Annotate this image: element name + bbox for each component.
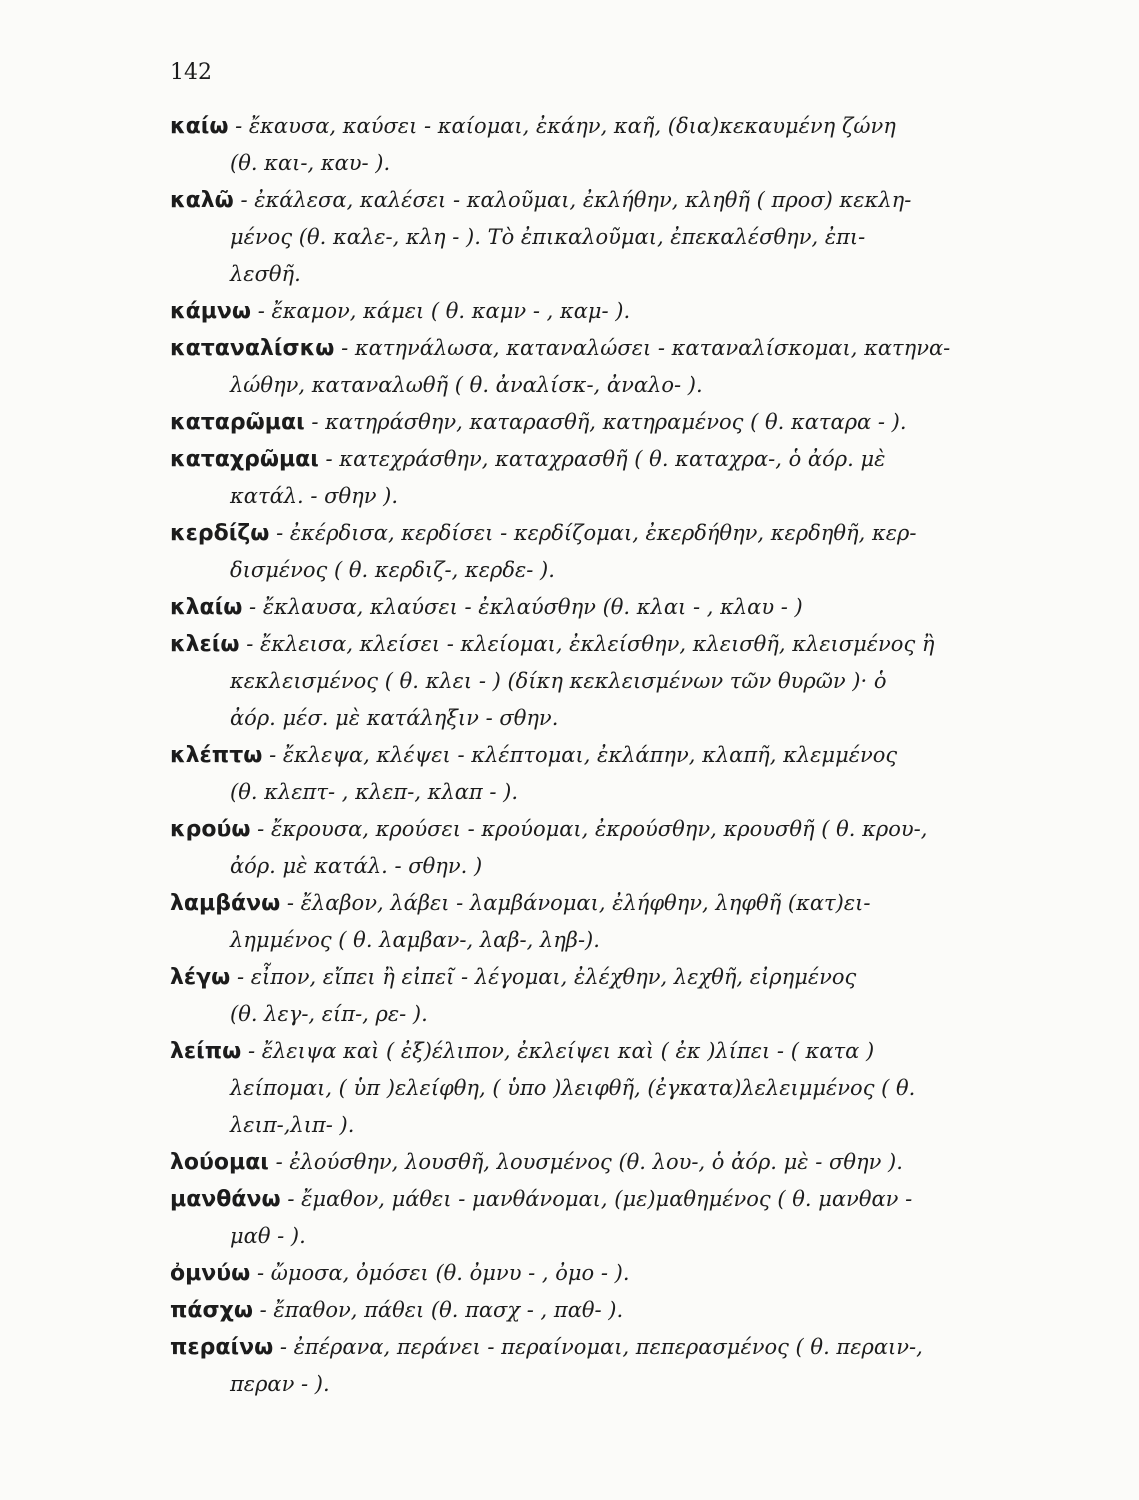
dictionary-entry	[170, 1181, 1050, 1255]
entry-first-line	[170, 589, 1050, 626]
entry-headword: περαίνω	[170, 1335, 274, 1360]
dictionary-entry	[170, 1144, 1050, 1181]
entry-forms: - ἔλειψα καὶ ( ἐξ)έλιπον, ἐκλείψει καὶ ( ἐκ )λίπει - ( κατα )	[247, 1039, 875, 1063]
entry-forms: - ὤμοσα, ὀμόσει (θ. ὀμνυ - , ὀμο - ).	[256, 1261, 630, 1285]
dictionary-entry	[170, 811, 1050, 885]
entry-headword: καταχρῶμαι	[170, 447, 319, 472]
dictionary-entry	[170, 441, 1050, 515]
dictionary-entry	[170, 626, 1050, 737]
entry-continuation-line: λώθην, καταναλωθῆ ( θ. ἀναλίσκ-, ἀναλο- ).	[230, 373, 703, 397]
entry-forms: - ἔλαβον, λάβει - λαμβάνομαι, ἐλήφθην, ληφθῆ (κατ)ει-	[286, 891, 871, 915]
entry-continuation-line: (θ. λεγ-, είπ-, ρε- ).	[230, 1002, 428, 1026]
entry-forms: - ἔκρουσα, κρούσει - κρούομαι, ἐκρούσθην, κρουσθῆ ( θ. κρου-,	[257, 817, 928, 841]
entry-headword: λούομαι	[170, 1150, 269, 1175]
entry-first-line	[170, 108, 1050, 145]
dictionary-entry	[170, 1329, 1050, 1403]
dictionary-entry	[170, 293, 1050, 330]
entry-continuation-line: κατάλ. - σθην ).	[230, 484, 399, 508]
entry-headword: κερδίζω	[170, 521, 270, 546]
entry-headword: λείπω	[170, 1039, 242, 1064]
entry-continuation-line: μένος (θ. καλε-, κλη - ). Τὸ ἐπικαλοῦμαι, ἐπεκαλέσθην, ἐπι-	[230, 225, 866, 249]
entry-forms: - ἐπέρανα, περάνει - περαίνομαι, πεπερασμένος ( θ. περαιν-,	[279, 1335, 923, 1359]
entry-headword: καταρῶμαι	[170, 410, 305, 435]
entry-continuation-line: (θ. κλεπτ- , κλεπ-, κλαπ - ).	[230, 780, 519, 804]
entry-forms: - ἐκάλεσα, καλέσει - καλοῦμαι, ἐκλήθην, κληθῆ ( προσ) κεκλη-	[240, 188, 912, 212]
entry-headword: καλῶ	[170, 188, 234, 213]
dictionary-entry	[170, 737, 1050, 811]
entry-first-line	[170, 1144, 1050, 1181]
entry-headword: κάμνω	[170, 299, 252, 324]
entry-first-line	[170, 441, 1050, 478]
entry-forms: - ἔκλεψα, κλέψει - κλέπτομαι, ἐκλάπην, κλαπῆ, κλεμμένος	[269, 743, 898, 767]
entry-first-line	[170, 737, 1050, 774]
entry-first-line	[170, 182, 1050, 219]
entry-continuation-line: περαν - ).	[230, 1372, 330, 1396]
entry-forms: - κατηνάλωσα, καταναλώσει - καταναλίσκομαι, κατηνα-	[341, 336, 951, 360]
entry-forms: - ἔκλεισα, κλείσει - κλείομαι, ἐκλείσθην, κλεισθῆ, κλεισμένος ἢ	[246, 632, 935, 656]
entry-first-line	[170, 885, 1050, 922]
entry-headword: καταναλίσκω	[170, 336, 335, 361]
dictionary-entry	[170, 1292, 1050, 1329]
entry-headword: κλέπτω	[170, 743, 263, 768]
entry-forms: - ἔπαθον, πάθει (θ. πασχ - , παθ- ).	[259, 1298, 624, 1322]
entry-first-line	[170, 1033, 1050, 1070]
entry-first-line	[170, 1181, 1050, 1218]
dictionary-entry	[170, 515, 1050, 589]
entry-first-line	[170, 1292, 1050, 1329]
entry-headword: κρούω	[170, 817, 251, 842]
entry-continuation-line: λείπομαι, ( ὑπ )ελείφθη, ( ὑπο )λειφθῆ, (ἐγκατα)λελειμμένος ( θ.	[230, 1076, 916, 1100]
dictionary-entries	[170, 108, 1050, 1403]
entry-forms: - εἶπον, εἴπει ἢ εἰπεῖ - λέγομαι, ἐλέχθην, λεχθῆ, εἰρημένος	[236, 965, 857, 989]
entry-forms: - ἔκαυσα, καύσει - καίομαι, ἐκάην, καῆ, (δια)κεκαυμένη ζώνη	[235, 114, 896, 138]
entry-continuation-line: δισμένος ( θ. κερδιζ-, κερδε- ).	[230, 558, 555, 582]
entry-headword: μανθάνω	[170, 1187, 281, 1212]
entry-headword: πάσχω	[170, 1298, 253, 1323]
entry-continuation-line: λεσθῆ.	[230, 262, 301, 286]
entry-first-line	[170, 626, 1050, 663]
entry-forms: - ἔκαμον, κάμει ( θ. καμν - , καμ- ).	[257, 299, 631, 323]
entry-continuation-line: ἀόρ. μέσ. μὲ κατάληξιν - σθην.	[230, 706, 559, 730]
dictionary-entry	[170, 885, 1050, 959]
entry-forms: - ἐκέρδισα, κερδίσει - κερδίζομαι, ἐκερδήθην, κερδηθῆ, κερ-	[276, 521, 917, 545]
entry-first-line	[170, 404, 1050, 441]
entry-headword: κλαίω	[170, 595, 243, 620]
dictionary-entry	[170, 182, 1050, 293]
dictionary-entry	[170, 959, 1050, 1033]
dictionary-entry	[170, 1255, 1050, 1292]
entry-first-line	[170, 1255, 1050, 1292]
entry-headword: λαμβάνω	[170, 891, 281, 916]
entry-continuation-line: (θ. και-, καυ- ).	[230, 151, 391, 175]
dictionary-entry	[170, 108, 1050, 182]
entry-first-line	[170, 811, 1050, 848]
entry-continuation-line: λημμένος ( θ. λαμβαν-, λαβ-, ληβ-).	[230, 928, 600, 952]
entry-first-line	[170, 293, 1050, 330]
dictionary-entry	[170, 404, 1050, 441]
entry-first-line	[170, 959, 1050, 996]
page-number: 142	[170, 60, 212, 85]
entry-forms: - κατηράσθην, καταρασθῆ, κατηραμένος ( θ. καταρα - ).	[311, 410, 907, 434]
entry-headword: καίω	[170, 114, 229, 139]
entry-headword: κλείω	[170, 632, 240, 657]
entry-forms: - κατεχράσθην, καταχρασθῆ ( θ. καταχρα-, ὁ ἀόρ. μὲ	[325, 447, 886, 471]
entry-first-line	[170, 330, 1050, 367]
dictionary-entry	[170, 589, 1050, 626]
entry-continuation-line: κεκλεισμένος ( θ. κλει - ) (δίκη κεκλεισμένων τῶν θυρῶν )· ὁ	[230, 669, 887, 693]
entry-forms: - ἐλούσθην, λουσθῆ, λουσμένος (θ. λου-, ὁ ἀόρ. μὲ - σθην ).	[275, 1150, 903, 1174]
entry-headword: ὀμνύω	[170, 1261, 251, 1286]
dictionary-entry	[170, 330, 1050, 404]
entry-continuation-line: μαθ - ).	[230, 1224, 306, 1248]
entry-forms: - ἔμαθον, μάθει - μανθάνομαι, (με)μαθημένος ( θ. μανθαν -	[287, 1187, 913, 1211]
entry-forms: - ἔκλαυσα, κλαύσει - ἐκλαύσθην (θ. κλαι - , κλαυ - )	[249, 595, 803, 619]
dictionary-entry	[170, 1033, 1050, 1144]
entry-continuation-line: ἀόρ. μὲ κατάλ. - σθην. )	[230, 854, 483, 878]
entry-first-line	[170, 515, 1050, 552]
entry-continuation-line: λειπ-,λιπ- ).	[230, 1113, 355, 1137]
entry-first-line	[170, 1329, 1050, 1366]
entry-headword: λέγω	[170, 965, 231, 990]
